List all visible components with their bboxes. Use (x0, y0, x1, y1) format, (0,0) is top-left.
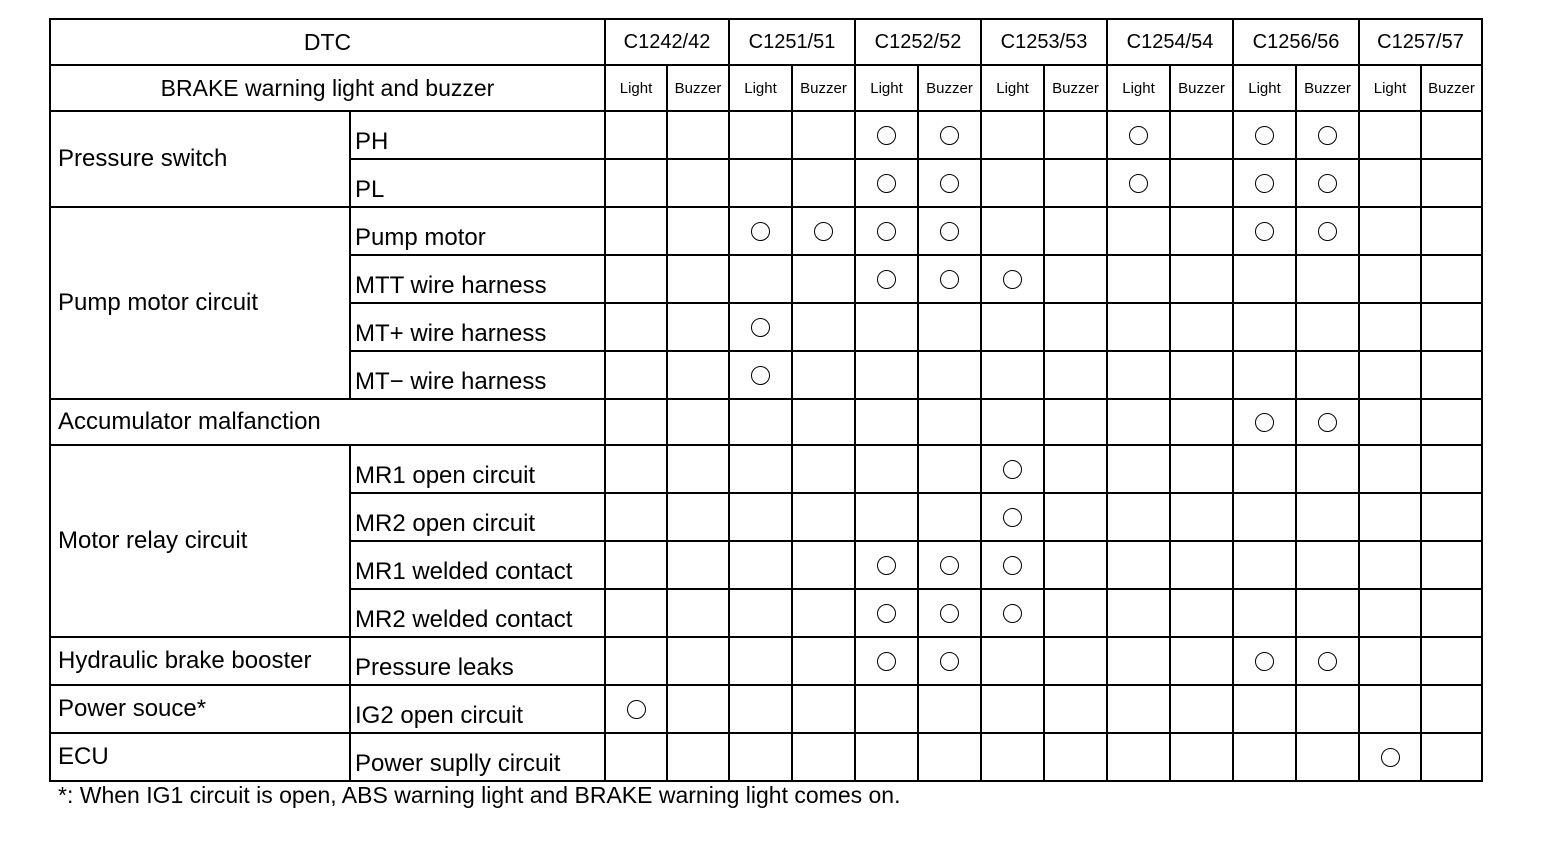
buzzer-cell (1044, 351, 1107, 399)
buzzer-cell (918, 303, 981, 351)
category-label: Power souce* (50, 685, 350, 733)
light-header: Light (729, 65, 792, 111)
light-cell (981, 637, 1044, 685)
buzzer-cell (918, 445, 981, 493)
light-cell (1107, 493, 1170, 541)
light-cell (729, 303, 792, 351)
light-cell (1233, 207, 1296, 255)
buzzer-cell (792, 111, 855, 159)
circle-mark-icon (940, 270, 959, 289)
buzzer-cell (1296, 255, 1359, 303)
buzzer-cell (667, 541, 729, 589)
dtc-code: C1253/53 (981, 19, 1107, 65)
circle-mark-icon (940, 174, 959, 193)
buzzer-cell (1421, 399, 1482, 445)
light-cell (605, 541, 667, 589)
light-cell (1359, 445, 1421, 493)
circle-mark-icon (1255, 174, 1274, 193)
circle-mark-icon (940, 652, 959, 671)
buzzer-cell (1296, 493, 1359, 541)
buzzer-cell (1170, 589, 1233, 637)
light-cell (855, 111, 918, 159)
light-cell (855, 685, 918, 733)
circle-mark-icon (1129, 174, 1148, 193)
buzzer-header: Buzzer (918, 65, 981, 111)
circle-mark-icon (1255, 222, 1274, 241)
item-label: MR1 open circuit (350, 445, 605, 493)
light-cell (605, 255, 667, 303)
buzzer-cell (1421, 445, 1482, 493)
buzzer-cell (1170, 303, 1233, 351)
light-cell (855, 733, 918, 781)
buzzer-cell (667, 255, 729, 303)
light-cell (605, 733, 667, 781)
buzzer-cell (1044, 445, 1107, 493)
light-cell (1359, 541, 1421, 589)
buzzer-header: Buzzer (792, 65, 855, 111)
buzzer-cell (667, 637, 729, 685)
light-cell (729, 493, 792, 541)
buzzer-cell (1170, 493, 1233, 541)
light-cell (729, 399, 792, 445)
light-cell (729, 541, 792, 589)
buzzer-cell (792, 303, 855, 351)
light-cell (729, 637, 792, 685)
light-cell (981, 399, 1044, 445)
light-cell (981, 207, 1044, 255)
light-cell (1359, 637, 1421, 685)
light-cell (1107, 399, 1170, 445)
buzzer-cell (918, 589, 981, 637)
light-cell (605, 589, 667, 637)
buzzer-cell (667, 589, 729, 637)
dtc-code: C1242/42 (605, 19, 729, 65)
light-cell (981, 351, 1044, 399)
buzzer-cell (1044, 733, 1107, 781)
buzzer-header: Buzzer (1044, 65, 1107, 111)
light-header: Light (1359, 65, 1421, 111)
category-label: Pressure switch (50, 111, 350, 207)
item-label: IG2 open circuit (350, 685, 605, 733)
light-cell (1359, 685, 1421, 733)
light-cell (1233, 351, 1296, 399)
light-cell (1233, 733, 1296, 781)
light-cell (729, 445, 792, 493)
buzzer-cell (918, 159, 981, 207)
buzzer-cell (1421, 111, 1482, 159)
light-cell (1233, 541, 1296, 589)
buzzer-header: Buzzer (1170, 65, 1233, 111)
light-cell (605, 445, 667, 493)
circle-mark-icon (1318, 174, 1337, 193)
light-cell (855, 351, 918, 399)
light-cell (981, 303, 1044, 351)
circle-mark-icon (1255, 413, 1274, 432)
buzzer-cell (1296, 445, 1359, 493)
light-cell (1359, 207, 1421, 255)
dtc-matrix-table (49, 18, 1483, 782)
light-header: Light (1107, 65, 1170, 111)
buzzer-header: Buzzer (667, 65, 729, 111)
buzzer-cell (792, 541, 855, 589)
buzzer-cell (918, 637, 981, 685)
circle-mark-icon (751, 318, 770, 337)
buzzer-cell (667, 351, 729, 399)
buzzer-cell (792, 493, 855, 541)
buzzer-cell (1044, 589, 1107, 637)
buzzer-cell (667, 493, 729, 541)
circle-mark-icon (1255, 126, 1274, 145)
circle-mark-icon (877, 270, 896, 289)
light-cell (1233, 589, 1296, 637)
buzzer-cell (1170, 637, 1233, 685)
light-cell (855, 207, 918, 255)
category-label: Pump motor circuit (50, 207, 350, 399)
buzzer-cell (1170, 733, 1233, 781)
light-cell (1107, 733, 1170, 781)
light-cell (729, 111, 792, 159)
buzzer-cell (792, 159, 855, 207)
buzzer-cell (792, 685, 855, 733)
light-cell (855, 589, 918, 637)
light-cell (981, 159, 1044, 207)
light-cell (1107, 255, 1170, 303)
item-label: MT+ wire harness (350, 303, 605, 351)
buzzer-cell (1296, 111, 1359, 159)
buzzer-cell (1421, 255, 1482, 303)
light-header: Light (855, 65, 918, 111)
light-cell (1359, 255, 1421, 303)
light-cell (981, 445, 1044, 493)
buzzer-cell (1170, 351, 1233, 399)
buzzer-cell (1421, 733, 1482, 781)
buzzer-cell (1421, 637, 1482, 685)
light-cell (1359, 303, 1421, 351)
table-row (50, 207, 1482, 255)
buzzer-cell (667, 685, 729, 733)
buzzer-cell (1421, 159, 1482, 207)
light-cell (981, 589, 1044, 637)
circle-mark-icon (814, 222, 833, 241)
light-cell (981, 255, 1044, 303)
dtc-code: C1254/54 (1107, 19, 1233, 65)
footnote: *: When IG1 circuit is open, ABS warning light and BRAKE warning light comes on. (58, 782, 901, 808)
light-cell (1107, 303, 1170, 351)
item-label: PH (350, 111, 605, 159)
buzzer-cell (1170, 159, 1233, 207)
buzzer-cell (1421, 207, 1482, 255)
buzzer-cell (918, 255, 981, 303)
buzzer-cell (792, 255, 855, 303)
light-cell (605, 399, 667, 445)
light-cell (605, 111, 667, 159)
light-cell (855, 637, 918, 685)
light-cell (605, 303, 667, 351)
light-cell (605, 207, 667, 255)
buzzer-cell (1044, 637, 1107, 685)
table-row (50, 685, 1482, 733)
circle-mark-icon (877, 174, 896, 193)
light-cell (855, 303, 918, 351)
indicator-label: BRAKE warning light and buzzer (50, 65, 605, 111)
circle-mark-icon (940, 556, 959, 575)
header-row-dtc (50, 19, 1482, 65)
buzzer-cell (1421, 493, 1482, 541)
buzzer-cell (1044, 207, 1107, 255)
dtc-code: C1252/52 (855, 19, 981, 65)
light-cell (1107, 637, 1170, 685)
light-cell (729, 685, 792, 733)
item-label: MR2 welded contact (350, 589, 605, 637)
buzzer-cell (918, 399, 981, 445)
light-cell (1359, 493, 1421, 541)
circle-mark-icon (751, 222, 770, 241)
buzzer-cell (1296, 685, 1359, 733)
table-row (50, 445, 1482, 493)
light-cell (729, 255, 792, 303)
light-cell (1233, 493, 1296, 541)
dtc-code: C1257/57 (1359, 19, 1482, 65)
light-cell (981, 493, 1044, 541)
light-cell (1233, 637, 1296, 685)
buzzer-cell (1170, 111, 1233, 159)
dtc-code: C1256/56 (1233, 19, 1359, 65)
light-cell (855, 399, 918, 445)
circle-mark-icon (1318, 413, 1337, 432)
circle-mark-icon (877, 604, 896, 623)
light-cell (605, 685, 667, 733)
item-label: Power suplly circuit (350, 733, 605, 781)
buzzer-cell (792, 207, 855, 255)
light-cell (1233, 255, 1296, 303)
buzzer-cell (1296, 159, 1359, 207)
buzzer-cell (1296, 303, 1359, 351)
buzzer-header: Buzzer (1421, 65, 1482, 111)
item-label: MR1 welded contact (350, 541, 605, 589)
light-cell (1107, 159, 1170, 207)
buzzer-cell (792, 589, 855, 637)
buzzer-cell (1170, 255, 1233, 303)
circle-mark-icon (627, 700, 646, 719)
table-row (50, 399, 1482, 445)
buzzer-cell (1296, 351, 1359, 399)
light-cell (1107, 685, 1170, 733)
table-row (50, 111, 1482, 159)
light-cell (1233, 303, 1296, 351)
light-cell (729, 159, 792, 207)
buzzer-cell (1044, 255, 1107, 303)
buzzer-cell (1296, 733, 1359, 781)
light-cell (1233, 159, 1296, 207)
buzzer-cell (667, 445, 729, 493)
circle-mark-icon (1003, 460, 1022, 479)
buzzer-cell (1044, 399, 1107, 445)
light-cell (855, 541, 918, 589)
item-label: Pump motor (350, 207, 605, 255)
light-cell (1107, 541, 1170, 589)
item-label: PL (350, 159, 605, 207)
light-cell (729, 733, 792, 781)
dtc-code: C1251/51 (729, 19, 855, 65)
category-label: ECU (50, 733, 350, 781)
buzzer-cell (667, 207, 729, 255)
light-cell (1107, 351, 1170, 399)
buzzer-cell (1170, 445, 1233, 493)
light-header: Light (1233, 65, 1296, 111)
buzzer-cell (1044, 303, 1107, 351)
buzzer-cell (1044, 541, 1107, 589)
circle-mark-icon (1318, 652, 1337, 671)
dtc-label: DTC (50, 19, 605, 65)
light-cell (1233, 445, 1296, 493)
circle-mark-icon (1003, 270, 1022, 289)
item-label: MTT wire harness (350, 255, 605, 303)
light-cell (855, 255, 918, 303)
buzzer-cell (918, 541, 981, 589)
light-cell (1233, 399, 1296, 445)
buzzer-cell (1421, 685, 1482, 733)
buzzer-cell (667, 303, 729, 351)
item-label: Pressure leaks (350, 637, 605, 685)
buzzer-cell (1296, 207, 1359, 255)
light-cell (605, 493, 667, 541)
buzzer-cell (1044, 111, 1107, 159)
light-cell (981, 685, 1044, 733)
buzzer-cell (1421, 541, 1482, 589)
light-cell (981, 111, 1044, 159)
buzzer-cell (792, 445, 855, 493)
buzzer-cell (792, 637, 855, 685)
light-cell (1359, 589, 1421, 637)
buzzer-cell (667, 159, 729, 207)
item-label: MT− wire harness (350, 351, 605, 399)
item-label: MR2 open circuit (350, 493, 605, 541)
light-cell (981, 733, 1044, 781)
light-cell (1233, 685, 1296, 733)
buzzer-cell (667, 111, 729, 159)
buzzer-cell (1421, 589, 1482, 637)
circle-mark-icon (1318, 126, 1337, 145)
light-cell (1107, 207, 1170, 255)
light-cell (1359, 733, 1421, 781)
buzzer-cell (1296, 541, 1359, 589)
buzzer-cell (918, 351, 981, 399)
circle-mark-icon (1003, 604, 1022, 623)
category-label: Motor relay circuit (50, 445, 350, 637)
buzzer-cell (1421, 351, 1482, 399)
circle-mark-icon (751, 366, 770, 385)
buzzer-cell (667, 733, 729, 781)
circle-mark-icon (1003, 508, 1022, 527)
circle-mark-icon (1003, 556, 1022, 575)
buzzer-cell (918, 493, 981, 541)
circle-mark-icon (877, 222, 896, 241)
light-cell (605, 351, 667, 399)
buzzer-cell (792, 351, 855, 399)
circle-mark-icon (1381, 748, 1400, 767)
buzzer-cell (1044, 493, 1107, 541)
light-cell (1107, 445, 1170, 493)
light-cell (729, 207, 792, 255)
light-header: Light (981, 65, 1044, 111)
light-cell (1359, 351, 1421, 399)
circle-mark-icon (877, 126, 896, 145)
light-cell (1107, 589, 1170, 637)
category-label: Hydraulic brake booster (50, 637, 350, 685)
header-row-indicator (50, 65, 1482, 111)
light-cell (1359, 159, 1421, 207)
buzzer-cell (1296, 637, 1359, 685)
circle-mark-icon (877, 556, 896, 575)
light-header: Light (605, 65, 667, 111)
table-body (50, 19, 1482, 781)
light-cell (729, 351, 792, 399)
buzzer-cell (667, 399, 729, 445)
light-cell (1359, 111, 1421, 159)
buzzer-cell (1421, 303, 1482, 351)
light-cell (855, 445, 918, 493)
buzzer-cell (1170, 399, 1233, 445)
table-row (50, 733, 1482, 781)
light-cell (729, 589, 792, 637)
buzzer-cell (792, 733, 855, 781)
light-cell (1107, 111, 1170, 159)
buzzer-cell (1170, 541, 1233, 589)
buzzer-cell (1170, 207, 1233, 255)
buzzer-cell (918, 733, 981, 781)
buzzer-cell (1044, 159, 1107, 207)
circle-mark-icon (877, 652, 896, 671)
circle-mark-icon (940, 126, 959, 145)
buzzer-cell (1296, 589, 1359, 637)
circle-mark-icon (1255, 652, 1274, 671)
light-cell (1359, 399, 1421, 445)
buzzer-cell (1170, 685, 1233, 733)
buzzer-cell (1296, 399, 1359, 445)
light-cell (855, 493, 918, 541)
circle-mark-icon (940, 222, 959, 241)
light-cell (981, 541, 1044, 589)
table-row (50, 637, 1482, 685)
circle-mark-icon (1318, 222, 1337, 241)
category-label: Accumulator malfanction (50, 399, 605, 445)
light-cell (855, 159, 918, 207)
circle-mark-icon (940, 604, 959, 623)
buzzer-cell (918, 111, 981, 159)
buzzer-cell (918, 685, 981, 733)
light-cell (1233, 111, 1296, 159)
buzzer-cell (918, 207, 981, 255)
buzzer-header: Buzzer (1296, 65, 1359, 111)
circle-mark-icon (1129, 126, 1148, 145)
light-cell (605, 159, 667, 207)
buzzer-cell (1044, 685, 1107, 733)
light-cell (605, 637, 667, 685)
buzzer-cell (792, 399, 855, 445)
